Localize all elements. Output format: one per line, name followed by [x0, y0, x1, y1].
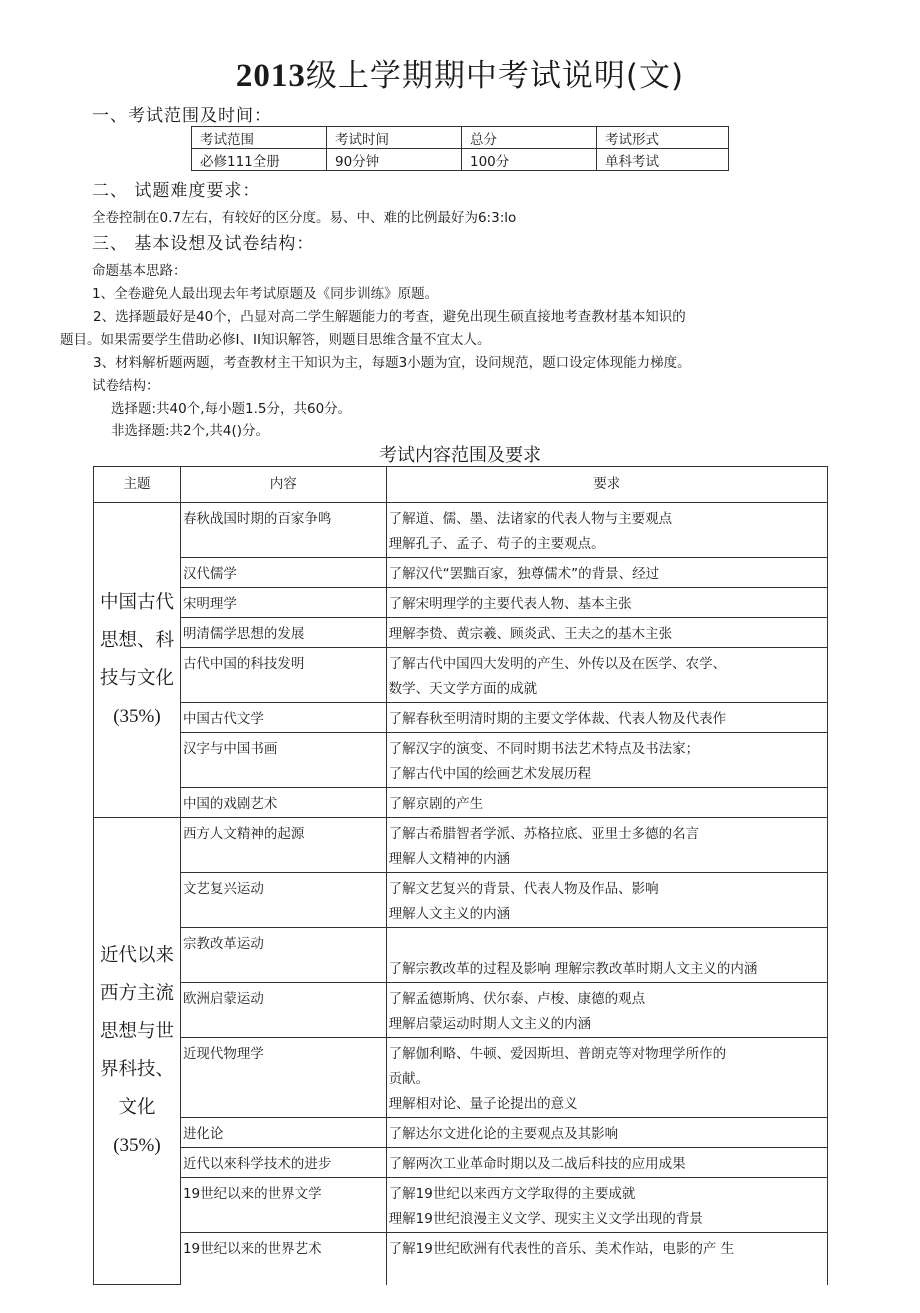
topic-cell [94, 818, 181, 1285]
requirement-cell [386, 928, 827, 983]
topic-line: 技与文化 [99, 668, 174, 689]
paragraph-line: 题目。如果需要学生借助必修I、II知识解答，则题目思维含量不宜太人。 [60, 332, 491, 348]
requirement-cell [386, 558, 827, 588]
page-title [0, 50, 920, 95]
title-text: 级上学期期中考试说明(文) [305, 58, 685, 94]
table-cell: 考试形式 [597, 127, 729, 149]
difficulty-text: 全卷控制在0.7左右，有较好的区分度。易、中、难的比例最好为6:3:lo [92, 210, 517, 226]
requirement-line: 理解李贽、黄宗羲、顾炎武、王夫之的基木主张 [388, 626, 673, 642]
requirement-line: 了解春秋至明清时期的主要文学体裁、代表人物及代表作 [388, 711, 727, 727]
requirement-line: 理解人文精神的内涵 [388, 851, 511, 867]
title-year: 2013 [235, 58, 306, 94]
requirement-line: 了解古代中国的绘画艺术发展历程 [388, 766, 592, 782]
requirement-line: 了解两次工业革命时期以及二战后科技的应用成果 [388, 1156, 686, 1172]
paragraph-line: 非选择题:共2个,共4()分。 [111, 423, 270, 439]
content-cell: 19世纪以来的世界文学 [180, 1178, 386, 1233]
table-row [94, 873, 828, 928]
content-cell: 中国古代文学 [180, 703, 386, 733]
table-row [94, 1118, 828, 1148]
topic-line: 思想与世 [99, 1021, 174, 1042]
section3-heading: 三、 基本设想及试卷结构： [92, 234, 315, 254]
topic-cell [94, 503, 181, 818]
requirement-cell [386, 818, 827, 873]
table-cell: 考试范围 [192, 127, 327, 149]
topic-line: 近代以来 [99, 945, 174, 966]
table-row [94, 983, 828, 1038]
requirement-line: 了解伽利略、牛顿、爱因斯坦、普朗克等对物理学所作的 [388, 1046, 727, 1062]
requirement-cell [386, 618, 827, 648]
requirement-cell [386, 588, 827, 618]
content-cell: 进化论 [180, 1118, 386, 1148]
topic-line: 思想、科 [99, 630, 174, 651]
content-cell: 春秋战国时期的百家争鸣 [180, 503, 386, 558]
requirement-line: 了解宗教改革的过程及影响 理解宗教改革时期人文主义的内涵 [388, 961, 758, 977]
table-row [94, 558, 828, 588]
content-cell: 宋明理学 [180, 588, 386, 618]
requirement-line: 了解孟德斯鸠、伏尔泰、卢梭、康德的观点 [388, 991, 646, 1007]
header-requirement: 要求 [386, 467, 827, 503]
table-row [94, 1148, 828, 1178]
header-topic: 主题 [94, 467, 181, 503]
requirement-line: 了解古代中国四大发明的产生、外传以及在医学、农学、 [388, 656, 727, 672]
table-cell: 总分 [462, 127, 597, 149]
section2-heading: 二、 试题难度要求： [92, 181, 261, 201]
table-cell: 90分钟 [327, 149, 462, 171]
requirement-cell [386, 1118, 827, 1148]
requirement-cell [386, 1148, 827, 1178]
table-row [94, 733, 828, 788]
exam-info-header-row [192, 127, 729, 149]
content-cell: 西方人文精神的起源 [180, 818, 386, 873]
requirement-line: 了解古希腊智者学派、苏格拉底、亚里士多德的名言 [388, 826, 700, 842]
topic-line: 文化 [118, 1097, 156, 1118]
exam-info-table [191, 126, 729, 171]
topic-line: 西方主流 [99, 983, 174, 1004]
content-cell: 近现代物理学 [180, 1038, 386, 1118]
requirement-cell [386, 648, 827, 703]
requirement-cell [386, 733, 827, 788]
content-cell: 中国的戏剧艺术 [180, 788, 386, 818]
content-cell: 宗教改革运动 [180, 928, 386, 983]
paragraph-line: 选择题:共40个,每小题1.5分，共60分。 [111, 401, 352, 417]
paragraph-line: 2、选择题最好是40个，凸显对高二学生解题能力的考查，避免出现生硕直接地考查教材基本知识的 [93, 309, 686, 325]
requirement-cell [386, 1178, 827, 1233]
table-row [94, 618, 828, 648]
topic-line: 中国古代 [99, 592, 174, 613]
requirement-cell [386, 703, 827, 733]
section1-heading: 一、考试范围及时间： [92, 106, 272, 126]
requirement-line [389, 932, 825, 957]
requirement-cell [386, 873, 827, 928]
table-row [94, 928, 828, 983]
content-cell: 近代以來科学技术的进步 [180, 1148, 386, 1178]
requirement-line: 了解京剧的产生 [388, 796, 484, 812]
requirement-line: 了解达尔文进化论的主要观点及其影响 [388, 1126, 619, 1142]
requirement-cell [386, 1038, 827, 1118]
requirement-cell [386, 503, 827, 558]
table-cell: 考试时间 [327, 127, 462, 149]
paragraph-line: 命题基本思路： [92, 263, 187, 279]
content-cell: 明清儒学思想的发展 [180, 618, 386, 648]
table-row [94, 1178, 828, 1233]
table-row [94, 503, 828, 558]
table-cell: 单科考试 [597, 149, 729, 171]
content-cell: 汉字与中国书画 [180, 733, 386, 788]
requirement-line: 理解人文主义的内涵 [388, 906, 511, 922]
requirement-line: 贡献。 [388, 1071, 430, 1087]
topic-percent: (35%) [113, 706, 161, 727]
requirement-line: 理解相对论、量子论提出的意义 [388, 1096, 578, 1112]
content-cell: 汉代儒学 [180, 558, 386, 588]
paragraph-line: 1、全卷避免人最出现去年考试原题及《同步训练》原题。 [92, 286, 439, 302]
content-cell: 文艺复兴运动 [180, 873, 386, 928]
table-row [94, 588, 828, 618]
content-cell: 欧洲启蒙运动 [180, 983, 386, 1038]
requirement-line: 了解19世纪以来西方文学取得的主要成就 [388, 1186, 636, 1202]
content-table-header [94, 467, 828, 503]
paragraph-line: 3、材料解析题两题，考查教材主干知识为主，每题3小题为宜，设问规范，题口设定体现能力梯度。 [93, 355, 691, 371]
requirement-line: 了解汉字的演变、不同时期书法艺术特点及书法家； [388, 741, 700, 757]
requirement-line: 了解道、儒、墨、法诸家的代表人物与主要观点 [388, 511, 673, 527]
table-row [94, 818, 828, 873]
paragraph-line: 试卷结构： [92, 378, 160, 394]
topic-line: 界科技、 [99, 1059, 174, 1080]
content-cell: 古代中国的科技发明 [180, 648, 386, 703]
content-table [93, 466, 828, 1285]
table-row [94, 648, 828, 703]
header-content: 内容 [180, 467, 386, 503]
requirement-line: 理解启蒙运动时期人文主义的内涵 [388, 1016, 592, 1032]
content-cell: 19世纪以来的世界艺术 [180, 1233, 386, 1285]
requirement-cell [386, 983, 827, 1038]
requirement-line: 理解19世纪浪漫主义文学、现实主义文学出现的背景 [388, 1211, 703, 1227]
requirement-cell [386, 1233, 827, 1285]
requirement-line: 了解19世纪欧洲有代表性的音乐、美术作站，电影的产 生 [388, 1241, 735, 1257]
exam-info-value-row [192, 149, 729, 171]
table-cell: 必修111全册 [192, 149, 327, 171]
requirement-line: 理解孔子、孟子、苟子的主要观点。 [388, 536, 605, 552]
table-row [94, 788, 828, 818]
requirement-line: 了解汉代“罢黜百家，独尊儒术”的背景、经过 [388, 566, 660, 582]
requirement-line: 了解文艺复兴的背景、代表人物及作品、影响 [388, 881, 659, 897]
table-row [94, 1038, 828, 1118]
requirement-line: 数学、天文学方面的成就 [388, 681, 538, 697]
requirement-cell [386, 788, 827, 818]
table-row [94, 1233, 828, 1285]
content-table-caption: 考试内容范围及要求 [379, 445, 541, 466]
table-row [94, 703, 828, 733]
table-cell: 100分 [462, 149, 597, 171]
topic-percent: (35%) [113, 1135, 161, 1156]
requirement-line: 了解宋明理学的主要代表人物、基本主张 [388, 596, 632, 612]
